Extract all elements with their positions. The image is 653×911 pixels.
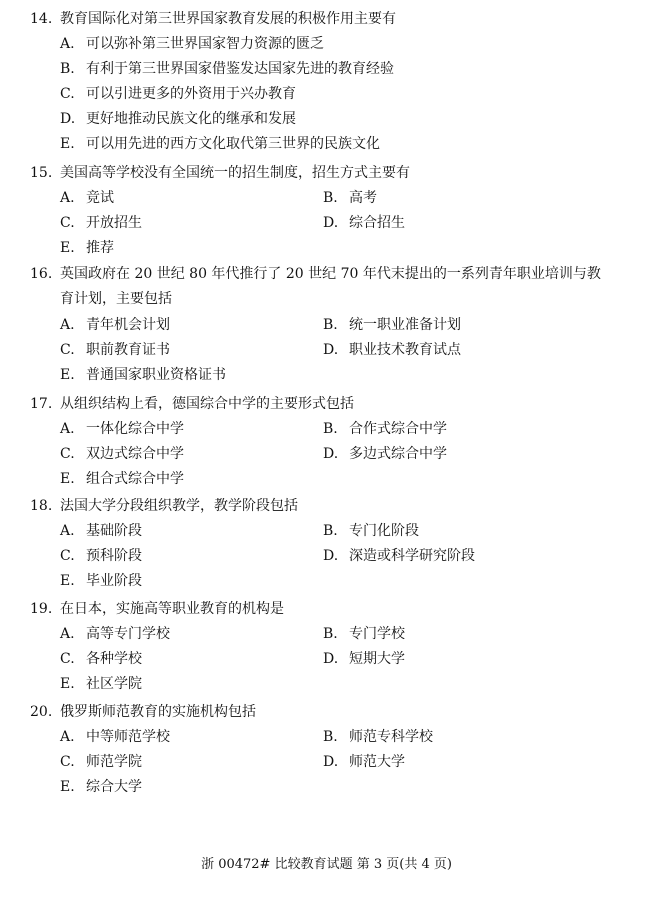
question-number: 19.	[30, 601, 53, 617]
option-e	[60, 363, 226, 388]
question-text: 法国大学分段组织教学，教学阶段包括	[60, 498, 298, 514]
option-letter: A.	[60, 36, 75, 52]
question-text: 英国政府在 20 世纪 80 年代推行了 20 世纪 70 年代末提出的一系列青年职业培训与教	[60, 266, 601, 282]
option-letter: B.	[323, 421, 338, 437]
option-letter: D.	[323, 548, 339, 564]
option-letter: D.	[323, 342, 339, 358]
option-letter: B.	[323, 190, 338, 206]
option-text: 推荐	[86, 240, 114, 256]
question-stem	[30, 392, 630, 417]
option-d	[323, 647, 405, 672]
option-text: 可以引进更多的外资用于兴办教育	[86, 86, 296, 102]
option-text: 社区学院	[86, 676, 142, 692]
option-text: 有利于第三世界国家借鉴发达国家先进的教育经验	[86, 61, 394, 77]
option-c	[60, 647, 142, 672]
question-stem	[30, 161, 630, 186]
option-text: 综合招生	[349, 215, 405, 231]
option-a	[60, 519, 142, 544]
option-letter: E.	[60, 471, 75, 487]
option-text: 普通国家职业资格证书	[86, 367, 226, 383]
option-letter: D.	[60, 111, 76, 127]
option-b	[323, 417, 447, 442]
option-a	[60, 186, 114, 211]
option-letter: A.	[60, 523, 75, 539]
question-text: 美国高等学校没有全国统一的招生制度，招生方式主要有	[60, 165, 410, 181]
question-number: 18.	[30, 498, 53, 514]
option-c	[60, 544, 142, 569]
option-text: 预科阶段	[86, 548, 142, 564]
option-e	[60, 672, 142, 697]
option-text: 开放招生	[86, 215, 142, 231]
option-letter: E.	[60, 136, 75, 152]
option-a	[60, 417, 184, 442]
question-number: 17.	[30, 396, 53, 412]
option-text: 专门学校	[349, 626, 405, 642]
option-letter: D.	[323, 215, 339, 231]
option-b	[323, 313, 461, 338]
option-letter: B.	[323, 626, 338, 642]
option-text: 双边式综合中学	[86, 446, 184, 462]
option-letter: E.	[60, 367, 75, 383]
question-number: 20.	[30, 704, 53, 720]
option-text: 中等师范学校	[86, 729, 170, 745]
option-d	[60, 107, 296, 132]
page-footer: 浙 00472# 比较教育试题 第 3 页(共 4 页)	[201, 857, 452, 872]
option-text: 师范学院	[86, 754, 142, 770]
option-letter: B.	[60, 61, 75, 77]
question-number: 16.	[30, 266, 53, 282]
option-text: 可以用先进的西方文化取代第三世界的民族文化	[86, 136, 380, 152]
question-stem	[30, 494, 630, 519]
option-letter: E.	[60, 676, 75, 692]
option-text: 职前教育证书	[86, 342, 170, 358]
option-letter: C.	[60, 342, 75, 358]
question-text: 从组织结构上看，德国综合中学的主要形式包括	[60, 396, 354, 412]
option-letter: A.	[60, 190, 75, 206]
question-text: 俄罗斯师范教育的实施机构包括	[60, 704, 256, 720]
question-stem	[30, 262, 630, 287]
option-d	[323, 750, 405, 775]
option-text: 高考	[349, 190, 377, 206]
option-text: 师范大学	[349, 754, 405, 770]
option-text: 师范专科学校	[349, 729, 433, 745]
option-text: 深造或科学研究阶段	[349, 548, 475, 564]
question-stem	[30, 700, 630, 725]
option-text: 短期大学	[349, 651, 405, 667]
option-e	[60, 132, 380, 157]
option-letter: C.	[60, 754, 75, 770]
option-c	[60, 338, 170, 363]
option-letter: A.	[60, 626, 75, 642]
option-letter: E.	[60, 779, 75, 795]
option-letter: C.	[60, 446, 75, 462]
option-a	[60, 32, 324, 57]
option-letter: D.	[323, 754, 339, 770]
option-a	[60, 622, 170, 647]
option-text: 一体化综合中学	[86, 421, 184, 437]
option-e	[60, 569, 142, 594]
option-letter: E.	[60, 240, 75, 256]
option-d	[323, 211, 405, 236]
option-e	[60, 236, 114, 261]
option-text: 竞试	[86, 190, 114, 206]
option-text: 合作式综合中学	[349, 421, 447, 437]
option-letter: C.	[60, 215, 75, 231]
option-text: 基础阶段	[86, 523, 142, 539]
question-stem	[30, 597, 630, 622]
question-text-continued: 育计划，主要包括	[60, 291, 172, 307]
option-b	[323, 725, 433, 750]
option-b	[323, 186, 377, 211]
option-letter: C.	[60, 86, 75, 102]
option-letter: B.	[323, 729, 338, 745]
option-b	[323, 622, 405, 647]
option-text: 可以弥补第三世界国家智力资源的匮乏	[86, 36, 324, 52]
option-text: 多边式综合中学	[349, 446, 447, 462]
question-number: 14.	[30, 11, 53, 27]
option-text: 职业技术教育试点	[349, 342, 461, 358]
option-text: 毕业阶段	[86, 573, 142, 589]
option-text: 更好地推动民族文化的继承和发展	[86, 111, 296, 127]
option-a	[60, 313, 170, 338]
option-b	[323, 519, 419, 544]
option-c	[60, 211, 142, 236]
option-letter: D.	[323, 651, 339, 667]
question-number: 15.	[30, 165, 53, 181]
option-c	[60, 750, 142, 775]
option-letter: A.	[60, 317, 75, 333]
option-b	[60, 57, 394, 82]
option-letter: A.	[60, 421, 75, 437]
option-letter: A.	[60, 729, 75, 745]
option-text: 统一职业准备计划	[349, 317, 461, 333]
option-text: 各种学校	[86, 651, 142, 667]
question-stem	[30, 7, 630, 32]
option-c	[60, 442, 184, 467]
option-letter: C.	[60, 651, 75, 667]
option-text: 综合大学	[86, 779, 142, 795]
option-d	[323, 544, 475, 569]
option-e	[60, 467, 184, 492]
option-letter: E.	[60, 573, 75, 589]
option-text: 组合式综合中学	[86, 471, 184, 487]
question-text: 教育国际化对第三世界国家教育发展的积极作用主要有	[60, 11, 396, 27]
option-d	[323, 442, 447, 467]
option-letter: B.	[323, 317, 338, 333]
option-d	[323, 338, 461, 363]
option-text: 青年机会计划	[86, 317, 170, 333]
option-text: 高等专门学校	[86, 626, 170, 642]
option-c	[60, 82, 296, 107]
option-letter: B.	[323, 523, 338, 539]
option-a	[60, 725, 170, 750]
option-letter: C.	[60, 548, 75, 564]
option-e	[60, 775, 142, 800]
option-text: 专门化阶段	[349, 523, 419, 539]
question-text: 在日本，实施高等职业教育的机构是	[60, 601, 284, 617]
option-letter: D.	[323, 446, 339, 462]
